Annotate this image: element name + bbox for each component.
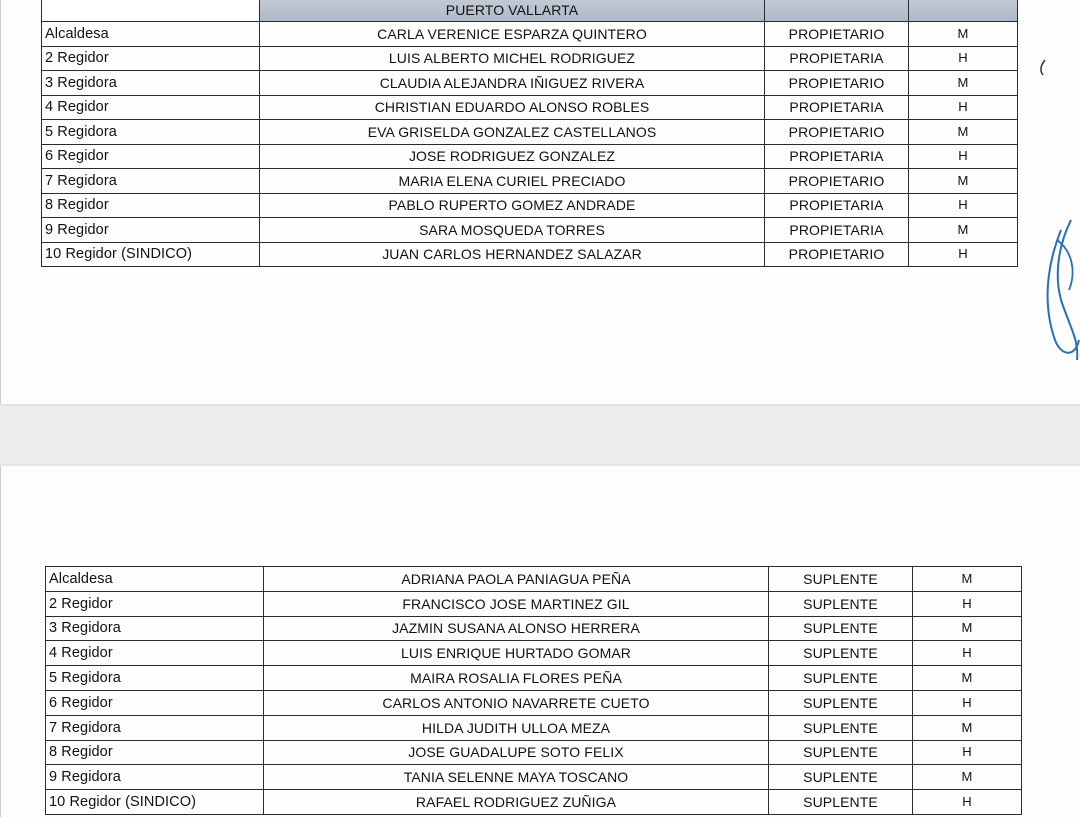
type-cell: SUPLENTE [769, 616, 913, 641]
gender-cell: H [909, 144, 1018, 169]
name-cell: JUAN CARLOS HERNANDEZ SALAZAR [260, 242, 765, 267]
position-cell: Alcaldesa [46, 567, 264, 592]
blank-cell [765, 0, 909, 22]
page-gap [0, 404, 1080, 466]
table-row [46, 641, 1022, 666]
name-cell: FRANCISCO JOSE MARTINEZ GIL [264, 591, 769, 616]
position-cell: 10 Regidor (SINDICO) [42, 242, 260, 267]
table-row [42, 46, 1018, 71]
type-cell: PROPIETARIA [765, 144, 909, 169]
table-header-row [42, 0, 1018, 22]
name-cell: MARIA ELENA CURIEL PRECIADO [260, 169, 765, 194]
gender-cell: M [909, 71, 1018, 96]
table-row [42, 95, 1018, 120]
table-row [46, 567, 1022, 592]
name-cell: LUIS ENRIQUE HURTADO GOMAR [264, 641, 769, 666]
handwritten-signature [1031, 40, 1080, 370]
gender-cell: H [913, 740, 1022, 765]
type-cell: SUPLENTE [769, 765, 913, 790]
document-page-top [0, 0, 1080, 404]
type-cell: PROPIETARIO [765, 22, 909, 47]
gender-cell: M [913, 616, 1022, 641]
name-cell: SARA MOSQUEDA TORRES [260, 218, 765, 243]
position-cell: 8 Regidor [42, 193, 260, 218]
gender-cell: H [913, 690, 1022, 715]
blank-cell [909, 0, 1018, 22]
gender-cell: M [909, 218, 1018, 243]
table-row [42, 144, 1018, 169]
gender-cell: H [913, 591, 1022, 616]
name-cell: JOSE RODRIGUEZ GONZALEZ [260, 144, 765, 169]
position-cell: 8 Regidor [46, 740, 264, 765]
position-cell: Alcaldesa [42, 22, 260, 47]
gender-cell: H [909, 95, 1018, 120]
position-cell: 6 Regidor [46, 690, 264, 715]
type-cell: PROPIETARIO [765, 71, 909, 96]
table-row [46, 591, 1022, 616]
name-cell: TANIA SELENNE MAYA TOSCANO [264, 765, 769, 790]
name-cell: JAZMIN SUSANA ALONSO HERRERA [264, 616, 769, 641]
gender-cell: M [909, 169, 1018, 194]
name-cell: CLAUDIA ALEJANDRA IÑIGUEZ RIVERA [260, 71, 765, 96]
name-cell: RAFAEL RODRIGUEZ ZUÑIGA [264, 790, 769, 815]
type-cell: PROPIETARIA [765, 218, 909, 243]
table-row [42, 22, 1018, 47]
type-cell: PROPIETARIO [765, 169, 909, 194]
position-cell: 2 Regidor [42, 46, 260, 71]
propietarios-table [41, 0, 1018, 267]
gender-cell: M [913, 567, 1022, 592]
gender-cell: M [913, 765, 1022, 790]
table-row [46, 616, 1022, 641]
type-cell: PROPIETARIA [765, 95, 909, 120]
type-cell: PROPIETARIA [765, 46, 909, 71]
name-cell: PABLO RUPERTO GOMEZ ANDRADE [260, 193, 765, 218]
position-cell: 4 Regidor [46, 641, 264, 666]
position-cell: 5 Regidora [46, 666, 264, 691]
type-cell: SUPLENTE [769, 690, 913, 715]
position-cell: 7 Regidora [42, 169, 260, 194]
name-cell: CHRISTIAN EDUARDO ALONSO ROBLES [260, 95, 765, 120]
type-cell: SUPLENTE [769, 666, 913, 691]
table-row [42, 218, 1018, 243]
position-cell: 3 Regidora [46, 616, 264, 641]
type-cell: PROPIETARIA [765, 193, 909, 218]
name-cell: ADRIANA PAOLA PANIAGUA PEÑA [264, 567, 769, 592]
name-cell: MAIRA ROSALIA FLORES PEÑA [264, 666, 769, 691]
municipality-title: PUERTO VALLARTA [260, 0, 765, 22]
type-cell: PROPIETARIO [765, 120, 909, 145]
position-cell: 9 Regidora [46, 765, 264, 790]
table-row [46, 666, 1022, 691]
type-cell: SUPLENTE [769, 641, 913, 666]
type-cell: SUPLENTE [769, 790, 913, 815]
table-row [42, 169, 1018, 194]
table-row [42, 71, 1018, 96]
gender-cell: M [909, 22, 1018, 47]
name-cell: EVA GRISELDA GONZALEZ CASTELLANOS [260, 120, 765, 145]
position-cell: 7 Regidora [46, 715, 264, 740]
type-cell: PROPIETARIO [765, 242, 909, 267]
table-row [42, 193, 1018, 218]
position-cell: 2 Regidor [46, 591, 264, 616]
gender-cell: H [913, 641, 1022, 666]
type-cell: SUPLENTE [769, 715, 913, 740]
type-cell: SUPLENTE [769, 567, 913, 592]
gender-cell: H [909, 242, 1018, 267]
table-row [46, 740, 1022, 765]
position-cell: 6 Regidor [42, 144, 260, 169]
name-cell: CARLOS ANTONIO NAVARRETE CUETO [264, 690, 769, 715]
gender-cell: M [913, 666, 1022, 691]
table-row [46, 790, 1022, 815]
suplentes-table [45, 566, 1022, 815]
name-cell: HILDA JUDITH ULLOA MEZA [264, 715, 769, 740]
gender-cell: H [909, 46, 1018, 71]
table-row [42, 120, 1018, 145]
table-row [46, 765, 1022, 790]
position-cell: 3 Regidora [42, 71, 260, 96]
type-cell: SUPLENTE [769, 591, 913, 616]
gender-cell: H [909, 193, 1018, 218]
type-cell: SUPLENTE [769, 740, 913, 765]
gender-cell: M [913, 715, 1022, 740]
position-cell: 9 Regidor [42, 218, 260, 243]
table-row [46, 715, 1022, 740]
position-cell: 4 Regidor [42, 95, 260, 120]
blank-cell [42, 0, 260, 22]
table-row [46, 690, 1022, 715]
position-cell: 5 Regidora [42, 120, 260, 145]
gender-cell: H [913, 790, 1022, 815]
name-cell: LUIS ALBERTO MICHEL RODRIGUEZ [260, 46, 765, 71]
table-row [42, 242, 1018, 267]
position-cell: 10 Regidor (SINDICO) [46, 790, 264, 815]
name-cell: CARLA VERENICE ESPARZA QUINTERO [260, 22, 765, 47]
gender-cell: M [909, 120, 1018, 145]
name-cell: JOSE GUADALUPE SOTO FELIX [264, 740, 769, 765]
